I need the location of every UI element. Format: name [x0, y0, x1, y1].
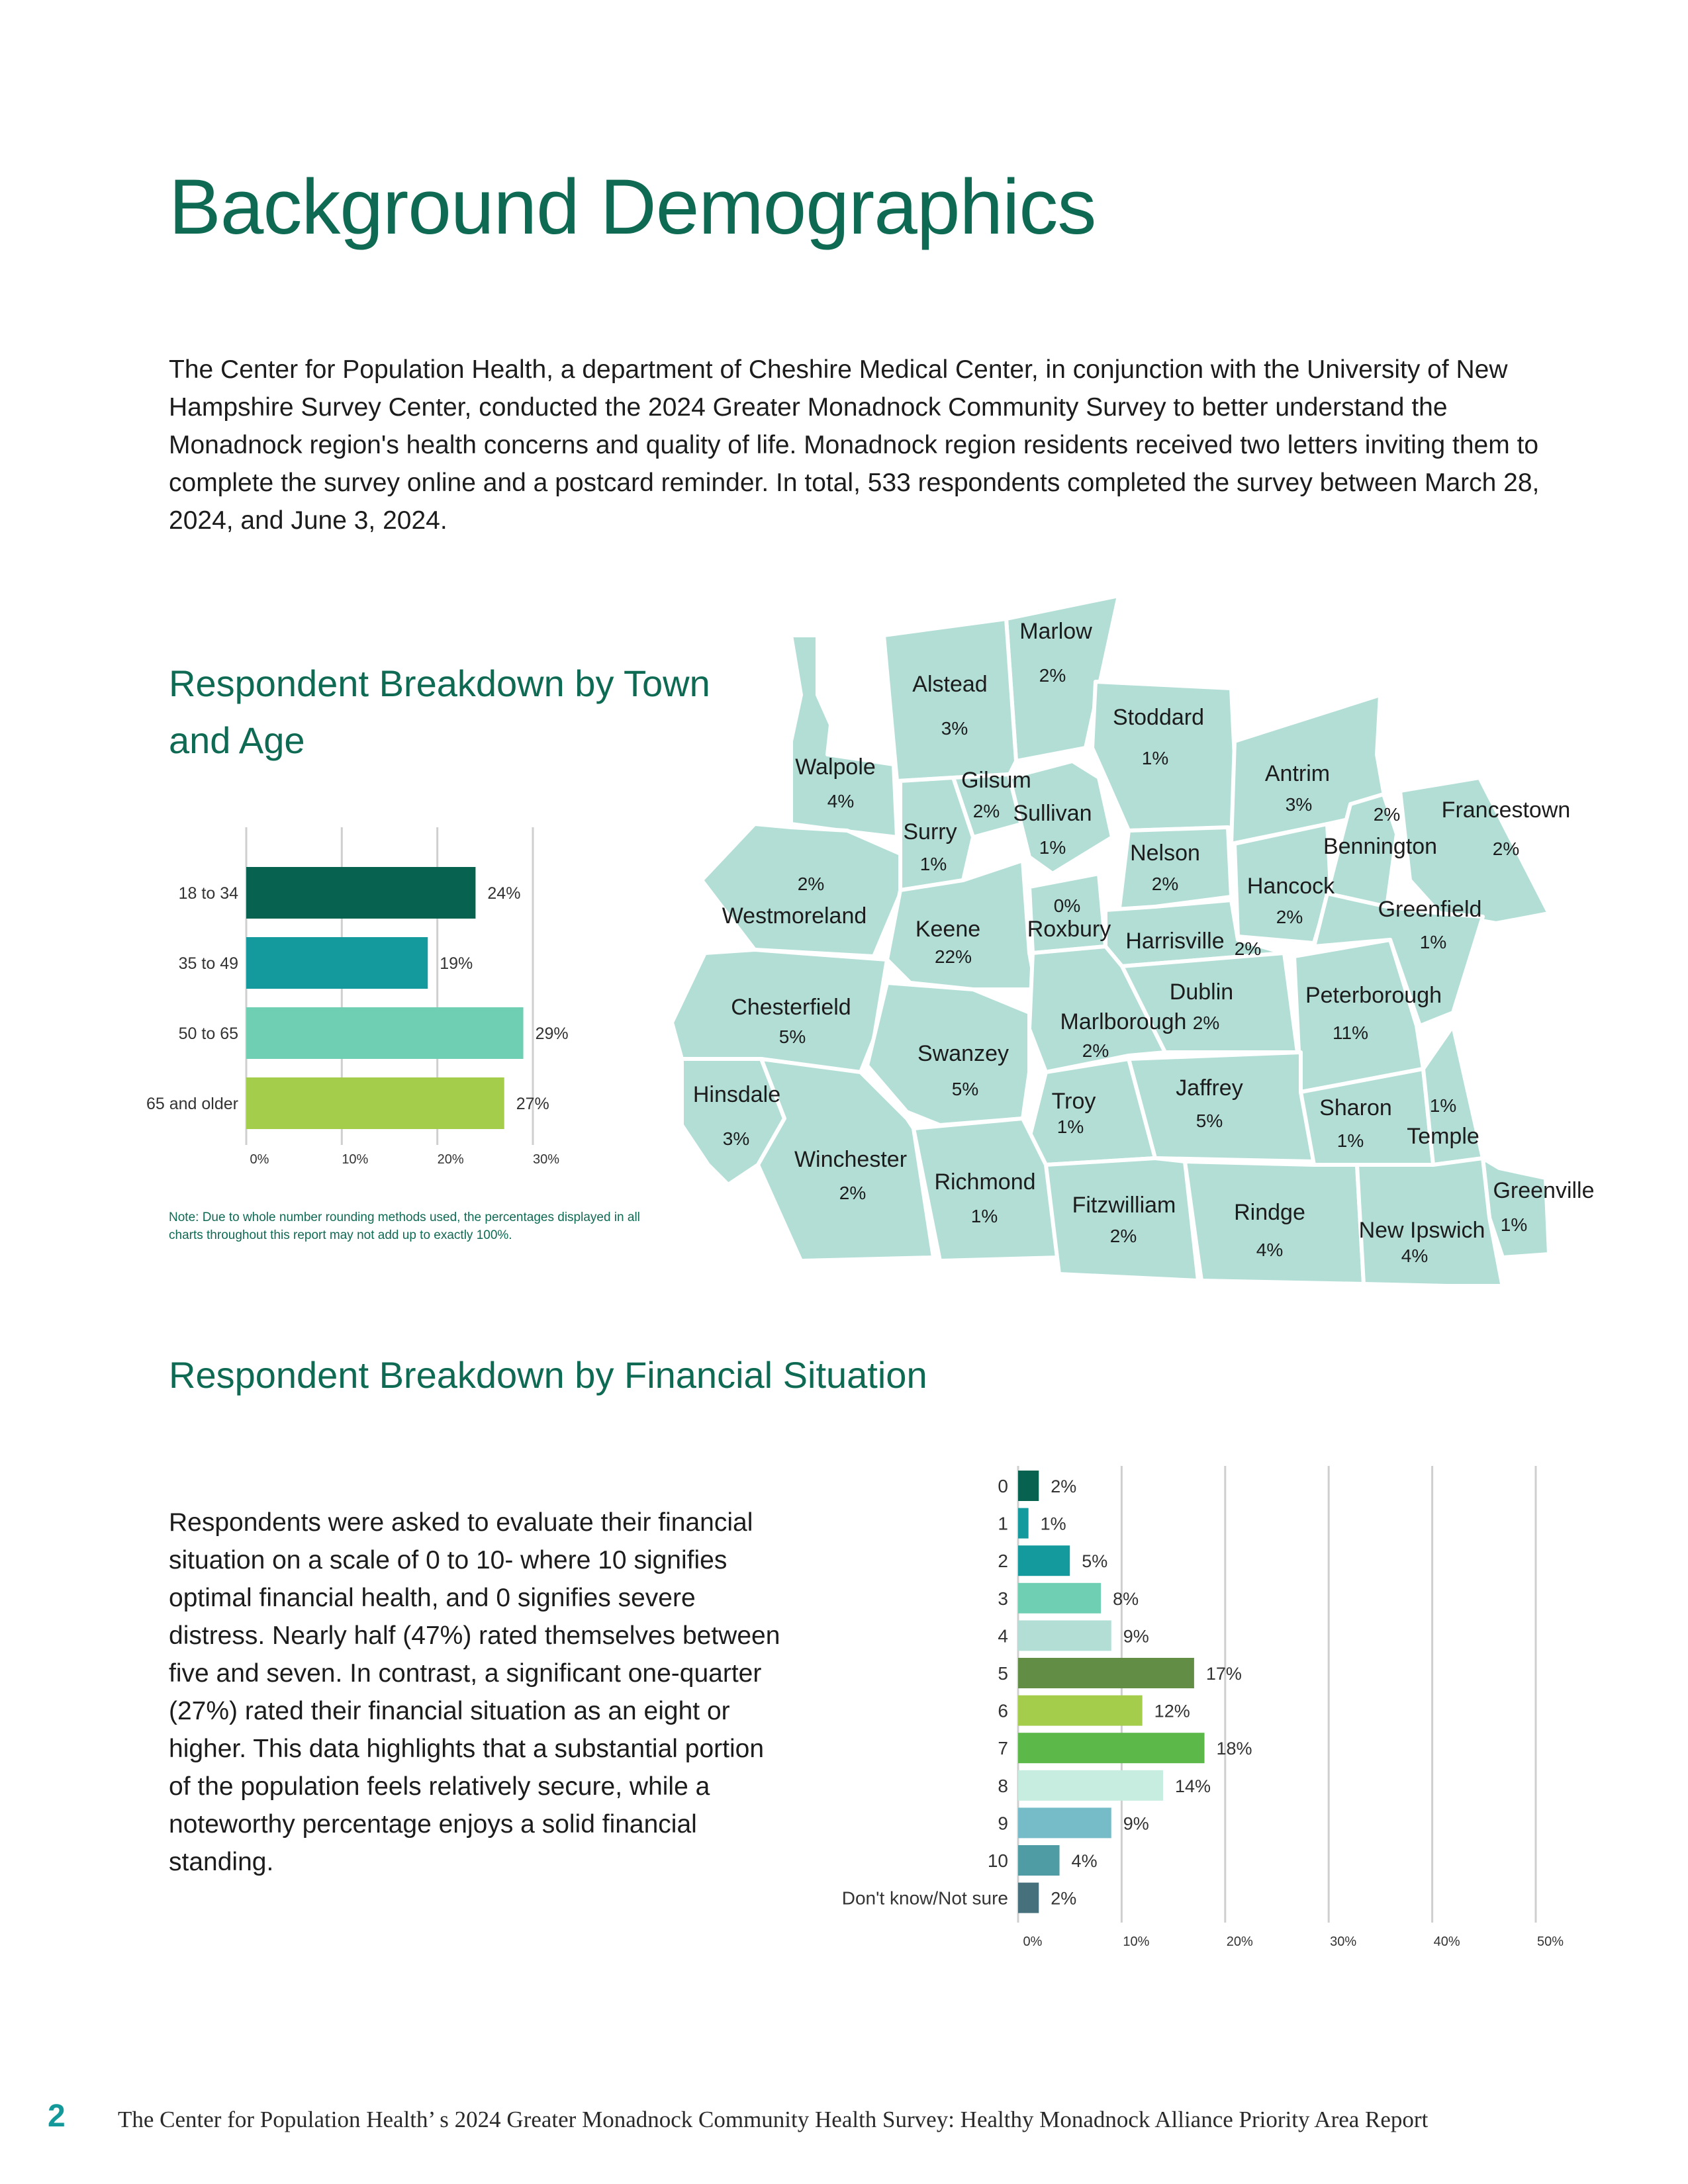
map-town-name: Jaffrey: [1176, 1075, 1243, 1101]
age-tick-label: 10%: [342, 1152, 369, 1167]
map-town-name: Antrim: [1264, 761, 1331, 786]
map-town-percent: 4%: [1256, 1240, 1284, 1260]
age-tick-label: 20%: [437, 1152, 464, 1167]
page-title: Background Demographics: [169, 163, 1096, 251]
map-town-percent: 2%: [839, 1183, 867, 1203]
financial-category-label: 1: [998, 1513, 1008, 1534]
map-region-alstead: [884, 619, 1016, 781]
financial-bar: [1018, 1733, 1205, 1763]
financial-bar: [1018, 1545, 1070, 1576]
financial-category-label: 8: [998, 1775, 1008, 1796]
map-town-percent: 3%: [941, 718, 968, 739]
map-town-name: Winchester: [794, 1147, 908, 1172]
map-town-name: Greenville: [1493, 1178, 1595, 1203]
map-town-percent: 1%: [919, 854, 947, 874]
age-value-label: 29%: [535, 1024, 569, 1043]
financial-value-label: 8%: [1113, 1588, 1139, 1609]
financial-value-label: 9%: [1123, 1813, 1149, 1834]
age-bar: [246, 867, 475, 919]
age-bar: [246, 1007, 524, 1059]
age-section-heading: Respondent Breakdown by Town and Age: [169, 662, 710, 761]
map-region-fitzwilliam: [1046, 1158, 1198, 1281]
town-map: [662, 582, 1622, 1284]
financial-bar-chart: [821, 1456, 1569, 1959]
map-town-percent: 2%: [1192, 1013, 1220, 1033]
age-value-label: 24%: [487, 884, 521, 903]
financial-category-label: 9: [998, 1813, 1008, 1834]
map-town-percent: 3%: [1285, 794, 1313, 815]
financial-value-label: 14%: [1174, 1776, 1211, 1796]
map-town-name: Peterborough: [1305, 983, 1442, 1008]
financial-tick-label: 10%: [1123, 1934, 1150, 1949]
map-town-name: Francestown: [1441, 797, 1571, 823]
map-town-name: Dublin: [1169, 979, 1234, 1005]
map-town-percent: 5%: [778, 1026, 806, 1047]
map-town-name: Marlborough: [1060, 1009, 1187, 1034]
age-category-label: 18 to 34: [178, 884, 238, 903]
financial-category-label: 5: [998, 1663, 1008, 1684]
age-category-label: 35 to 49: [178, 954, 238, 973]
map-town-name: Chesterfield: [731, 995, 851, 1020]
map-town-name: Stoddard: [1113, 705, 1204, 730]
age-value-label: 27%: [516, 1095, 549, 1113]
map-town-percent: 2%: [1276, 907, 1303, 927]
map-town-percent: 1%: [1336, 1130, 1364, 1151]
map-town-percent: 2%: [1492, 839, 1520, 859]
map-town-name: Marlow: [1019, 619, 1092, 644]
map-town-percent: 1%: [1039, 837, 1066, 858]
map-town-name: Roxbury: [1027, 917, 1111, 942]
map-town-percent: 2%: [1373, 804, 1401, 825]
financial-bar: [1018, 1583, 1101, 1614]
map-town-percent: 5%: [1196, 1111, 1223, 1131]
financial-bar: [1018, 1770, 1163, 1801]
map-town-percent: 1%: [1419, 932, 1447, 952]
intro-paragraph: The Center for Population Health, a department of Cheshire Medical Center, in conjunction with the University of New Hampshire Survey Center, conducted the 2024 Greater Monadnock Community Survey to better understand the Monadnock region's health concerns and quality of life. Monadnock region residents received two letters inviting them to complete the survey online and a postcard reminder. In total, 533 respondents completed the survey between March 28, 2024, and June 3, 2024.: [169, 355, 1540, 535]
age-category-label: 50 to 65: [178, 1024, 238, 1043]
map-town-percent: 22%: [934, 946, 972, 967]
financial-bar: [1018, 1620, 1111, 1651]
financial-value-label: 9%: [1123, 1626, 1149, 1647]
financial-category-label: Don't know/Not sure: [841, 1888, 1008, 1909]
age-bar-chart: [119, 814, 688, 1171]
map-town-name: Alstead: [912, 672, 988, 697]
financial-tick-label: 20%: [1226, 1934, 1253, 1949]
financial-category-label: 3: [998, 1588, 1008, 1609]
financial-category-label: 2: [998, 1551, 1008, 1572]
financial-category-label: 4: [998, 1625, 1008, 1647]
page-number: 2: [48, 2099, 66, 2134]
financial-value-label: 12%: [1154, 1701, 1190, 1721]
age-tick-label: 30%: [532, 1152, 560, 1167]
financial-category-label: 10: [987, 1850, 1008, 1871]
map-town-percent: 1%: [1056, 1116, 1084, 1137]
footer-text: The Center for Population Health’ s 2024 Greater Monadnock Community Health Survey: Healthy Monadnock Alliance Priority Area Report: [118, 2107, 1429, 2132]
rounding-note: Note: Due to whole number rounding methods used, the percentages displayed in all charts throughout this report may not add up to exactly 100%.: [169, 1210, 640, 1242]
map-town-percent: 1%: [970, 1206, 998, 1226]
age-bar: [246, 937, 428, 989]
map-town-name: Harrisville: [1125, 929, 1225, 954]
map-town-percent: 1%: [1141, 748, 1169, 768]
financial-value-label: 17%: [1205, 1664, 1242, 1684]
financial-tick-label: 50%: [1536, 1934, 1564, 1949]
map-town-name: Temple: [1407, 1124, 1479, 1149]
financial-value-label: 2%: [1051, 1888, 1077, 1909]
map-town-name: Keene: [915, 917, 981, 942]
map-town-percent: 2%: [1151, 874, 1179, 894]
map-town-name: Greenfield: [1378, 897, 1482, 922]
financial-bar: [1018, 1471, 1039, 1501]
financial-bar: [1018, 1508, 1029, 1539]
map-town-name: Troy: [1051, 1089, 1096, 1114]
financial-value-label: 1%: [1040, 1514, 1066, 1534]
map-town-name: Gilsum: [961, 768, 1031, 793]
map-town-percent: 1%: [1500, 1214, 1528, 1235]
map-town-name: Richmond: [934, 1169, 1036, 1195]
map-town-name: New Ipswich: [1358, 1218, 1485, 1243]
financial-value-label: 18%: [1216, 1739, 1252, 1759]
map-town-percent: 2%: [1082, 1040, 1109, 1061]
map-town-percent: 11%: [1333, 1023, 1368, 1043]
map-town-name: Nelson: [1130, 841, 1200, 866]
map-town-name: Sharon: [1319, 1095, 1392, 1120]
financial-category-label: 7: [998, 1738, 1008, 1759]
map-town-name: Rindge: [1234, 1200, 1305, 1225]
map-town-percent: 0%: [1053, 895, 1081, 916]
financial-tick-label: 30%: [1330, 1934, 1357, 1949]
financial-tick-label: 40%: [1433, 1934, 1460, 1949]
map-town-name: Westmoreland: [722, 903, 867, 929]
financial-bar: [1018, 1658, 1194, 1688]
map-town-percent: 2%: [1234, 938, 1262, 959]
financial-bar: [1018, 1696, 1143, 1726]
financial-bar: [1018, 1883, 1039, 1913]
map-town-name: Fitzwilliam: [1072, 1193, 1176, 1218]
financial-paragraph: Respondents were asked to evaluate their financial situation on a scale of 0 to 10- where 10 signifies optimal financial health, and 0 signifies severe distress. Nearly half (47%) rated themselves between five and seven. In contrast, a significant one-quarter (27%) rated their financial situation as an eight or higher. This data highlights that a substantial portion of the population feels relatively secure, while a noteworthy percentage enjoys a solid financial standing.: [169, 1508, 780, 1876]
map-town-name: Walpole: [795, 754, 876, 780]
financial-tick-label: 0%: [1023, 1934, 1043, 1949]
financial-category-label: 6: [998, 1700, 1008, 1721]
map-town-name: Hancock: [1246, 874, 1335, 899]
map-town-percent: 2%: [1039, 665, 1066, 686]
map-town-name: Swanzey: [917, 1041, 1009, 1066]
financial-bar: [1018, 1845, 1060, 1876]
financial-value-label: 4%: [1071, 1851, 1098, 1871]
age-bar: [246, 1077, 504, 1129]
map-town-percent: 4%: [1401, 1246, 1429, 1266]
age-value-label: 19%: [440, 954, 473, 973]
financial-section-heading: Respondent Breakdown by Financial Situation: [169, 1354, 927, 1396]
map-town-name: Hinsdale: [692, 1082, 781, 1107]
map-town-percent: 5%: [951, 1079, 979, 1099]
map-town-percent: 2%: [972, 801, 1000, 821]
age-tick-label: 0%: [250, 1152, 269, 1167]
map-town-percent: 3%: [722, 1128, 750, 1149]
map-town-percent: 1%: [1429, 1095, 1457, 1116]
financial-bar: [1018, 1807, 1111, 1838]
financial-value-label: 5%: [1082, 1551, 1108, 1572]
map-town-percent: 2%: [797, 874, 825, 894]
map-region-jaffrey: [1129, 1052, 1314, 1161]
map-town-percent: 2%: [1109, 1226, 1137, 1246]
age-category-label: 65 and older: [146, 1095, 238, 1113]
map-town-percent: 4%: [827, 791, 855, 811]
map-town-name: Bennington: [1323, 834, 1438, 859]
financial-value-label: 2%: [1051, 1477, 1077, 1496]
map-town-name: Surry: [903, 819, 957, 844]
financial-category-label: 0: [998, 1476, 1008, 1496]
map-town-name: Sullivan: [1013, 801, 1092, 826]
